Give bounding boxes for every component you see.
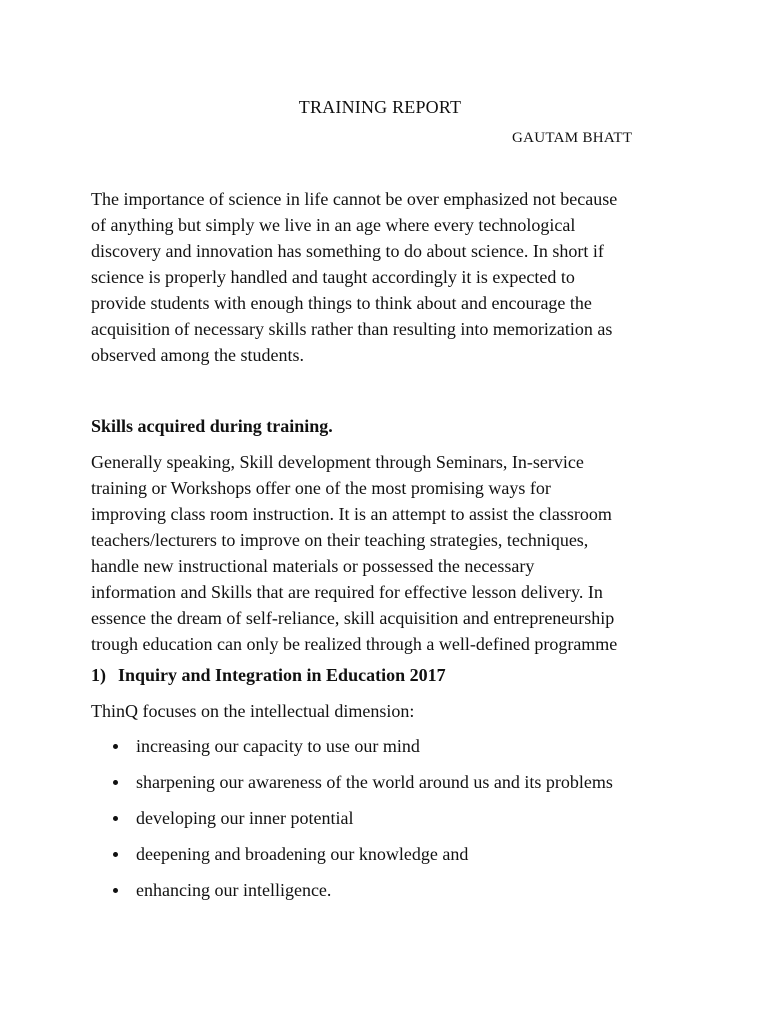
author-name: GAUTAM BHATT bbox=[512, 130, 633, 146]
section-intro: ThinQ focuses on the intellectual dimension: bbox=[91, 701, 415, 721]
list-item-text: enhancing our intelligence. bbox=[136, 880, 332, 900]
list-item-text: sharpening our awareness of the world around us and its problems bbox=[136, 772, 613, 792]
section-number: 1) bbox=[91, 665, 106, 685]
paragraph-line: observed among the students. bbox=[91, 345, 304, 365]
bullet-icon bbox=[113, 816, 118, 821]
section-heading bbox=[91, 662, 446, 688]
paragraph-line: improving class room instruction. It is an attempt to assist the classroom bbox=[91, 504, 612, 524]
bullet-icon bbox=[113, 852, 118, 857]
skills-heading: Skills acquired during training. bbox=[91, 416, 333, 436]
paragraph-line: information and Skills that are required for effective lesson delivery. In bbox=[91, 582, 603, 602]
intro-paragraph bbox=[91, 186, 681, 368]
paragraph-line: training or Workshops offer one of the most promising ways for bbox=[91, 478, 551, 498]
paragraph-line: acquisition of necessary skills rather than resulting into memorization as bbox=[91, 319, 613, 339]
document-title: TRAINING REPORT bbox=[298, 97, 462, 117]
paragraph-line: The importance of science in life cannot be over emphasized not because bbox=[91, 189, 618, 209]
list-item-text: deepening and broadening our knowledge and bbox=[136, 844, 469, 864]
bullet-icon bbox=[113, 744, 118, 749]
paragraph-line: trough education can only be realized through a well-defined programme bbox=[91, 634, 618, 654]
section-title: Inquiry and Integration in Education 2017 bbox=[118, 665, 446, 685]
paragraph-line: essence the dream of self-reliance, skill acquisition and entrepreneurship bbox=[91, 608, 615, 628]
skills-paragraph bbox=[91, 449, 681, 657]
bullet-icon bbox=[113, 780, 118, 785]
paragraph-line: discovery and innovation has something to do about science. In short if bbox=[91, 241, 604, 261]
paragraph-line: provide students with enough things to think about and encourage the bbox=[91, 293, 592, 313]
paragraph-line: science is properly handled and taught accordingly it is expected to bbox=[91, 267, 575, 287]
list-item-text: increasing our capacity to use our mind bbox=[136, 736, 420, 756]
paragraph-line: of anything but simply we live in an age where every technological bbox=[91, 215, 576, 235]
paragraph-line: teachers/lecturers to improve on their teaching strategies, techniques, bbox=[91, 530, 589, 550]
paragraph-line: handle new instructional materials or possessed the necessary bbox=[91, 556, 535, 576]
bullet-icon bbox=[113, 888, 118, 893]
paragraph-line: Generally speaking, Skill development through Seminars, In-service bbox=[91, 452, 584, 472]
list-item-text: developing our inner potential bbox=[136, 808, 354, 828]
